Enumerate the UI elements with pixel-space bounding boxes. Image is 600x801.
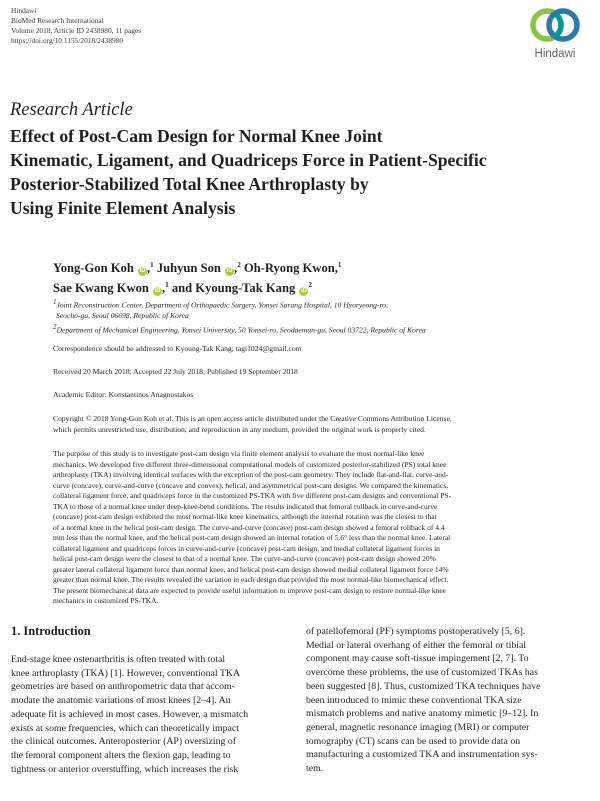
abstract-line: collateral ligament force, and quadriceps force in the customized PS-TKA with five different post-cam designs and conventional PS- <box>53 491 452 500</box>
body-line: End-stage knee osteoarthritis is often treated with total <box>11 654 226 665</box>
body-line: the femoral component alters the flexion gap, leading to <box>11 749 231 761</box>
author-affil-sup: 2 <box>308 281 312 290</box>
body-line: geometries are based on anthropometric data that accom- <box>11 681 235 693</box>
body-line: manufacturing a customized TKA and instrumentation sys- <box>306 749 538 761</box>
orcid-icon[interactable]: iD <box>139 268 146 275</box>
orcid-icon[interactable]: iD <box>300 288 307 295</box>
abstract-line: greater than normal knee. The results revealed the variation in each design that provided the most normal-like biomechanical effect. <box>53 575 449 584</box>
author-affil-sup: 1 <box>165 281 169 290</box>
author-list: Yong-Gon Koh iD ,$^1$ Juhyun Son iD ,$^2$ Oh-Ryong Kwon,$^1$ Sae Kwang Kwon iD ,$^1$ and Kyoung-Tak Kang $iD^2$ <box>53 261 342 296</box>
affil-sup: 2 <box>53 323 57 332</box>
abstract-line: TKA to those of a normal knee under deep-knee-bend conditions. The results indicated that femoral rollback in curve-and-curve <box>53 501 438 511</box>
publication-dates: Received 20 March 2018; Accepted 22 July 2018; Published 19 September 2018 <box>53 367 298 376</box>
journal-meta <box>11 6 141 46</box>
logo-text: Hindawi <box>534 48 576 60</box>
correspondence: Correspondence should be addressed to Kyoung-Tak Kang; tagi1024@gmail.com <box>53 344 302 353</box>
affiliations <box>53 297 573 336</box>
body-line: the clinical outcomes. Anteroposterior (AP) oversizing of <box>11 736 236 748</box>
journal-doi[interactable]: https://doi.org/10.1155/2018/2438980 <box>11 36 124 45</box>
body-line: general, magnetic resonance imaging (MRI) or computer <box>306 721 530 733</box>
author-name[interactable]: Yong-Gon Koh <box>53 261 134 276</box>
title-line: Using Finite Element Analysis <box>10 198 236 218</box>
orcid-icon[interactable]: iD <box>154 288 161 295</box>
copyright-line: Copyright © 2018 Yong-Gon Koh et al. This is an open access article distributed under the Creative Commons Attribution License, <box>53 414 452 423</box>
body-line: adequate fit is achieved in most cases. However, a mismatch <box>11 708 249 720</box>
title-line: Kinematic, Ligament, and Quadriceps Force in Patient-Specific <box>10 150 487 170</box>
title-line: Effect of Post-Cam Design for Normal Knee Joint <box>10 126 383 146</box>
abstract <box>53 449 581 607</box>
author-name[interactable]: Sae Kwang Kwon <box>53 281 149 296</box>
abstract-line: The purpose of this study is to investigate post-cam design via finite element analysis to evaluate the most normal-like knee <box>53 449 425 458</box>
body-line: exists at some frequencies, which can theoretically impact <box>11 722 239 734</box>
abstract-line: collateral ligament and quadriceps forces in curve-and-curve (concave) post-cam design, and medial collateral ligament forces in <box>53 543 440 553</box>
abstract-line: curve (concave), curve-and-curve (concave and convex), helical, and asymmetrical post-cam designs. We compared the kinematics, <box>53 480 449 490</box>
author-affil-sup: 2 <box>237 261 241 269</box>
author-name[interactable]: Juhyun Son <box>156 261 221 276</box>
body-line: modate the anatomic variations of most knees [2–4]. An <box>11 695 231 707</box>
hindawi-logo-icon <box>529 4 581 46</box>
author-name[interactable]: and Kyoung-Tak Kang <box>171 281 296 296</box>
body-line: mismatch problems and native anatomy mimetic [9–12]. In <box>306 708 539 720</box>
article-title <box>10 124 590 220</box>
body-line: been suggested [8]. Thus, customized TKA techniques have <box>306 680 541 692</box>
author-affil-sup: 1 <box>150 261 154 269</box>
orcid-icon[interactable]: iD <box>226 268 233 275</box>
author-affil-sup: 1 <box>337 261 342 269</box>
intro-left-column <box>11 653 287 776</box>
abstract-line: greater lateral collateral ligament force than normal knee, and helical post-cam design showed medial collateral ligament force 14% <box>53 564 449 574</box>
abstract-line: arthroplasty (TKA) involving identical surfaces with the exception of the post-cam geometry. They include flat-and-flat, curve-and- <box>53 470 449 479</box>
body-line: tightness or anterior overstuffing, which increases the risk <box>11 763 239 775</box>
abstract-line: (concave) post-cam design exhibited the most normal-like knee kinematics, although the internal rotation was the closest to that <box>53 512 437 521</box>
abstract-line: mm less than the normal knee, and the helical post-cam design showed an internal rotation of 5.6° less than the normal knee. Lateral <box>53 533 451 542</box>
abstract-line: The present biomechanical data are expected to provide useful information to improve post-cam design to restore normal-like knee <box>53 585 446 595</box>
article-type: Research Article <box>10 100 133 120</box>
journal-volume: Volume 2018, Article ID 2438980, 11 pages <box>11 26 142 35</box>
body-line: tem. <box>306 763 324 775</box>
body-line: tomography (CT) scans can be used to provide data on <box>306 735 521 747</box>
body-line: overcome these problems, the use of customized TKAs has <box>306 667 538 679</box>
journal-title: BioMed Research International <box>11 16 104 25</box>
intro-right-column <box>306 625 582 776</box>
abstract-line: of a normal knee in the helical post-cam design. The curve-and-curve (concave) post-cam design showed a femoral rollback of 4.4 <box>53 522 445 532</box>
affiliation: Department of Mechanical Engineering, Yonsei University, 50 Yonsei-ro, Seodaemun-gu, Seoul 03722, Republic of Korea <box>56 325 426 335</box>
abstract-line: helical post-cam design were the closest to that of a normal knee. The curve-and-curve (concave) post-cam design showed 20% <box>53 554 436 563</box>
affil-sup: 1 <box>53 298 57 306</box>
copyright-notice <box>53 414 573 436</box>
abstract-line: mechanics in customized PS-TKA. <box>53 596 159 605</box>
body-line: been introduced to mimic these conventional TKA size <box>306 694 522 706</box>
body-line: of patellofemoral (PF) symptoms postoperatively [5, 6]. <box>306 626 526 637</box>
body-line: knee arthroplasty (TKA) [1]. However, conventional TKA <box>11 667 241 679</box>
body-line: Medial or lateral overhang of either the femoral or tibial <box>306 639 527 651</box>
academic-editor: Academic Editor: Konstantinos Anagnostakos <box>53 390 194 399</box>
affiliation: Joint Reconstruction Center, Department of Orthopaedic Surgery, Yonsei Sarang Hospital, 10 Hyoryeong-ro, <box>56 300 388 310</box>
journal-name: Hindawi <box>11 6 37 15</box>
copyright-line: which permits unrestricted use, distribution, and reproduction in any medium, provided the original work is properly cited. <box>53 424 426 434</box>
author-name[interactable]: Oh-Ryong Kwon, <box>243 261 338 276</box>
body-line: component may cause soft-tissue impingement [2, 7]. To <box>306 653 529 665</box>
affiliation: Seocho-gu, Seoul 06698, Republic of Korea <box>56 311 189 321</box>
abstract-line: mechanics. We developed five different three-dimensional computational models of customized posterior-stabilized (PS) total knee <box>53 459 447 469</box>
section-heading: 1. Introduction <box>11 624 91 638</box>
title-line: Posterior-Stabilized Total Knee Arthroplasty by <box>10 174 369 194</box>
publisher-logo <box>520 4 590 64</box>
